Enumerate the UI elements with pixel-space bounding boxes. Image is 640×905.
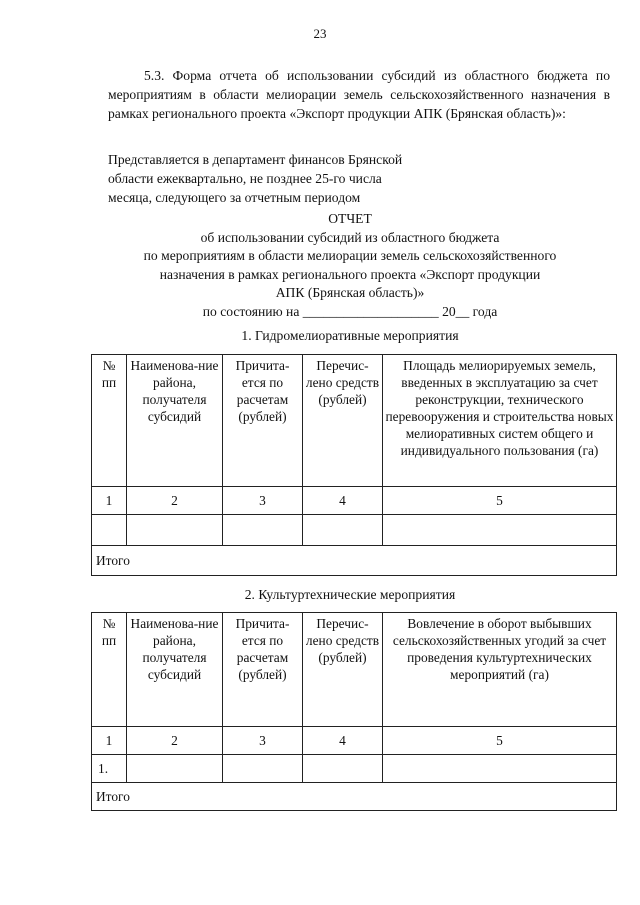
section1-title: 1. Гидромелиоративные мероприятия: [241, 328, 459, 343]
section1-table: [91, 354, 617, 576]
submission-note-line: Представляется в департамент финансов Брянской: [108, 152, 403, 167]
column-number: 4: [303, 727, 383, 755]
total-row: [92, 546, 617, 576]
column-number: 3: [223, 487, 303, 515]
table-cell: [303, 755, 383, 783]
column-number: 2: [127, 727, 223, 755]
submission-note: [108, 150, 448, 207]
total-label: Итого: [92, 783, 617, 811]
header-cell: Наименова-ние района, получателя субсидий: [127, 613, 223, 727]
column-number: 4: [303, 487, 383, 515]
header-cell: Перечис-лено средств (рублей): [303, 613, 383, 727]
report-heading-line: назначения в рамках регионального проекта «Экспорт продукции: [159, 266, 541, 282]
table-header-row: [92, 613, 617, 727]
table-cell: [127, 755, 223, 783]
header-cell: № пп: [92, 355, 127, 487]
header-cell: Вовлечение в оборот выбывших сельскохозяйственных угодий за счет проведения культуртехнических мероприятий (га): [383, 613, 617, 727]
report-heading-line: АПК (Брянская область)»: [275, 285, 425, 300]
table-cell: [127, 515, 223, 546]
report-date-line: по состоянию на ____________________ 20__ года: [202, 303, 498, 319]
total-row: [92, 783, 617, 811]
header-cell: № пп: [92, 613, 127, 727]
report-heading-line: по мероприятиям в области мелиорации земель сельскохозяйственного: [143, 248, 557, 263]
report-heading-line: об использовании субсидий из областного бюджета: [200, 229, 500, 245]
header-cell: Причита-ется по расчетам (рублей): [223, 355, 303, 487]
header-cell: Причита-ется по расчетам (рублей): [223, 613, 303, 727]
table-cell: [223, 755, 303, 783]
column-number: 5: [383, 727, 617, 755]
table-header-row: [92, 355, 617, 487]
total-label: Итого: [92, 546, 617, 576]
header-cell: Наименова-ние района, получателя субсидий: [127, 355, 223, 487]
table-cell: [383, 515, 617, 546]
submission-note-line: области ежеквартально, не позднее 25-го числа: [108, 171, 382, 186]
section2-table: [91, 612, 617, 811]
intro-paragraph: 5.3. Форма отчета об использовании субсидий из областного бюджета по мероприятиям в области мелиорации земель сельскохозяйственного назначения в рамках регионального проекта «Экспорт продукции АПК (Брянская область)»:: [108, 68, 610, 121]
table-row: [92, 755, 617, 783]
column-number: 5: [383, 487, 617, 515]
row-label: [92, 515, 127, 546]
header-cell: Перечис-лено средств (рублей): [303, 355, 383, 487]
column-number-row: [92, 487, 617, 515]
row-label: 1.: [92, 755, 127, 783]
report-heading: [90, 210, 610, 321]
section2-title: 2. Культуртехнические мероприятия: [244, 587, 456, 602]
column-number: 3: [223, 727, 303, 755]
column-number: 1: [92, 487, 127, 515]
table-cell: [223, 515, 303, 546]
report-title: ОТЧЕТ: [328, 211, 372, 226]
header-cell: Площадь мелиорируемых земель, введенных в эксплуатацию за счет реконструкции, технического перевооружения и строительства новых мелиоративных систем общего и индивидуального пользования (га): [383, 355, 617, 487]
column-number-row: [92, 727, 617, 755]
submission-note-line: месяца, следующего за отчетным периодом: [108, 190, 361, 205]
table-cell: [303, 515, 383, 546]
table-row: [92, 515, 617, 546]
column-number: 2: [127, 487, 223, 515]
column-number: 1: [92, 727, 127, 755]
page-number: 23: [313, 26, 327, 41]
table-cell: [383, 755, 617, 783]
